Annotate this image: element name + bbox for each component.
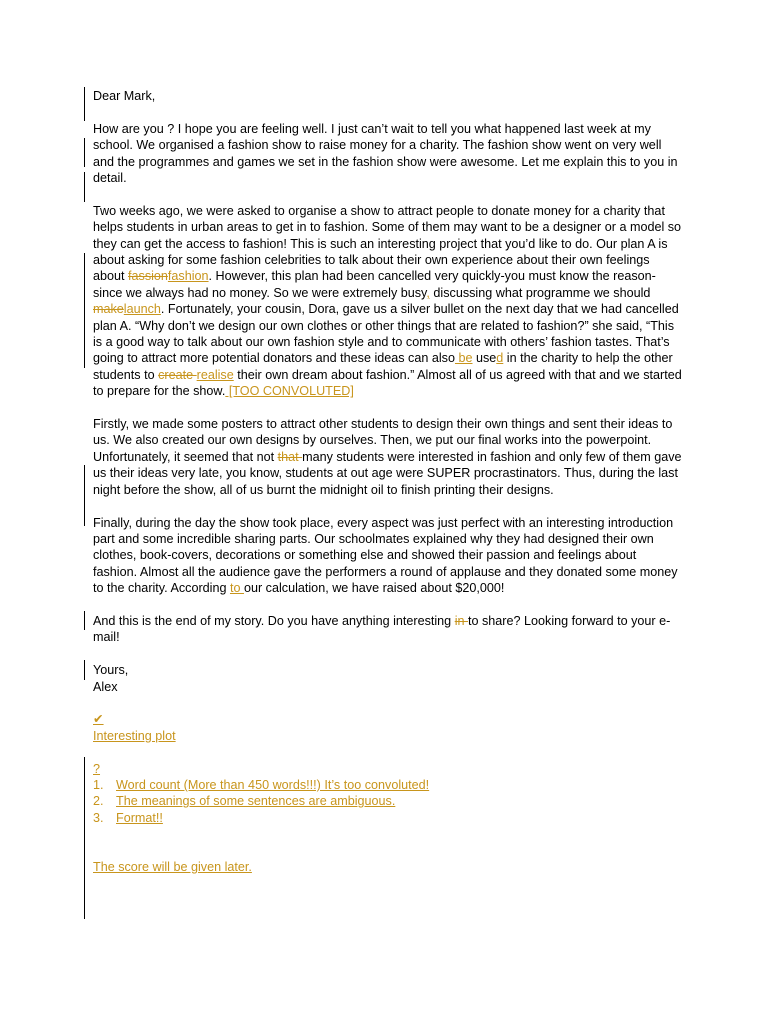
change-bar bbox=[84, 611, 85, 630]
greeting: Dear Mark, bbox=[93, 89, 156, 103]
paragraph-1: How are you ? I hope you are feeling well. I just can’t wait to tell you what happened last week at my school. We organised a fashion show to raise money for a charity. The fashion show went on very well and the programmes and games we set in the fashion show were awesome. Let me explain this to you in detail. bbox=[93, 121, 678, 186]
sign-off bbox=[93, 662, 683, 695]
change-bar bbox=[84, 87, 85, 121]
checkmark-icon: ✔ bbox=[93, 712, 104, 727]
feedback-item: 1. Word count (More than 450 words!!!) It’s too convoluted! bbox=[93, 777, 430, 792]
feedback-item: 3. Format!! bbox=[93, 810, 163, 825]
paragraph-3: Firstly, we made some posters to attract other students to design their own things and sent their ideas to us. We also created our own designs by ourselves. Then, we put our final works into the powerpoint. Unfortunately, it seemed that not that many students were interested in fashion and only few of them gave us their ideas very late, you know, students at out age were SUPER procrastinators. Thus, during the last night before the show, all of us burnt the midnight oil to finish printing their designs. bbox=[93, 417, 682, 497]
score-note: The score will be given later. bbox=[93, 859, 252, 874]
inserted-text: be bbox=[454, 351, 473, 366]
inserted-text: fashion bbox=[167, 269, 209, 284]
reviewer-comment: [TOO CONVOLUTED] bbox=[225, 384, 354, 399]
deleted-text: fassion bbox=[128, 269, 168, 284]
paragraph-5: And this is the end of my story. Do you have anything interesting in to share? Looking forward to your e-mail! bbox=[93, 613, 671, 645]
signature: Alex bbox=[93, 679, 118, 694]
closing: Yours, bbox=[93, 663, 129, 678]
change-bar bbox=[84, 757, 85, 919]
deleted-text: make bbox=[93, 302, 124, 317]
change-bar bbox=[84, 465, 85, 526]
change-bar bbox=[84, 138, 85, 167]
change-bar bbox=[84, 660, 85, 680]
positive-feedback: Interesting plot bbox=[93, 728, 176, 743]
deleted-text: that bbox=[277, 449, 303, 464]
inserted-text: realise bbox=[196, 367, 234, 382]
inserted-text: launch bbox=[123, 302, 161, 317]
feedback-section bbox=[93, 711, 683, 875]
paragraph-2: Two weeks ago, we were asked to organise a show to attract people to donate money for a charity that helps students in urban areas to get in to fashion. Some of them may want to be a designer or a model so they can get the access to fashion! This is such an interesting project that you’d like to do. Our plan A is about asking for some fashion celebrities to talk about their own experience about their own feelings about fassionfashion. However, this plan had been cancelled very quickly-you must know the reason-since we always had no money. So we were extremely busy, discussing what programme we should makelaunch. Fortunately, your cousin, Dora, gave us a silver bullet on the next day that we had cancelled plan A. “Why don’t we design our own clothes or other things that are related to fashion?” she said, “This is a good way to talk about our own fashion style and to communicate with others’ fashion tastes. That’s going to attract more potential donators and these ideas can also be used in the charity to help the other students to create realise their own dream about fashion.” Almost all of us agreed with that and we started to prepare for the show. [TOO CONVOLUTED] bbox=[93, 203, 682, 399]
letter-body bbox=[93, 88, 683, 875]
change-bar bbox=[84, 253, 85, 368]
deleted-text: in bbox=[454, 613, 468, 628]
inserted-text: to bbox=[229, 581, 244, 596]
question-mark-icon: ? bbox=[93, 761, 101, 776]
inserted-text: , bbox=[426, 285, 430, 300]
paragraph-4: Finally, during the day the show took place, every aspect was just perfect with an interesting introduction part and some incredible sharing parts. Our schoolmates explained why they had designed their own clothes, book-covers, decorations or something else and showed their passion and feelings about fashion. Almost all the audience gave the performers a round of applause and they donated some money to the charity. According to our calculation, we have raised about $20,000! bbox=[93, 515, 678, 596]
inserted-text: d bbox=[496, 351, 504, 366]
change-bar bbox=[84, 172, 85, 202]
feedback-item: 2. The meanings of some sentences are ambiguous. bbox=[93, 794, 396, 809]
deleted-text: create bbox=[158, 367, 197, 382]
